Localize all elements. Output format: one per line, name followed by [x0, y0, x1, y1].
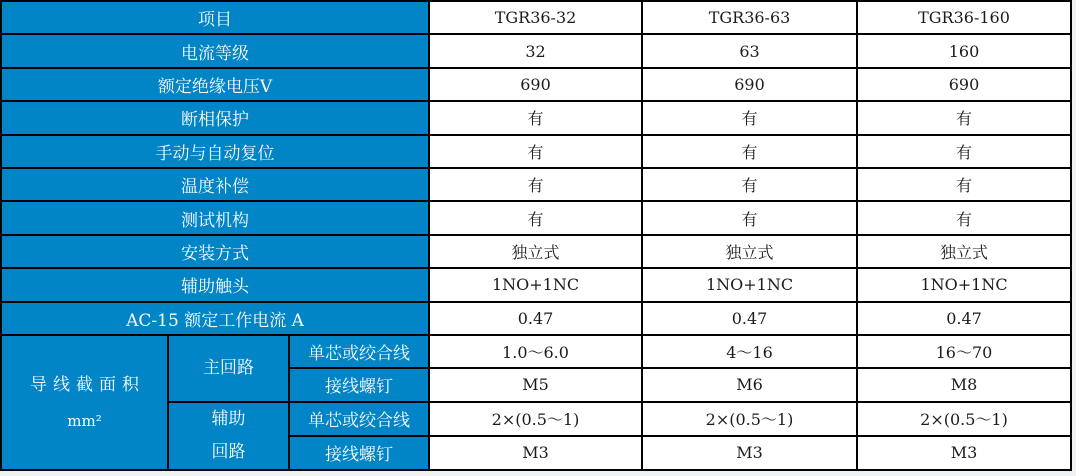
aux-circuit-cell — [168, 402, 289, 470]
value-cell: 4～16 — [642, 335, 857, 368]
row-label-cell: 测试机构 — [1, 201, 429, 234]
value-cell: 独立式 — [857, 235, 1071, 268]
value-cell: M8 — [857, 368, 1071, 401]
table-row — [1, 101, 1071, 134]
value-cell: 有 — [857, 101, 1071, 134]
table-row — [1, 268, 1071, 301]
value-cell: 独立式 — [642, 235, 857, 268]
value-cell: 16～70 — [857, 335, 1071, 368]
value-cell: 2×(0.5～1) — [429, 402, 642, 436]
sub-label-cell: 接线螺钉 — [289, 368, 429, 401]
row-label-cell: 手动与自动复位 — [1, 135, 429, 168]
value-cell: M6 — [642, 368, 857, 401]
row-label-cell: AC-15 额定工作电流 A — [1, 302, 429, 335]
model-header-cell: TGR36-32 — [429, 1, 642, 34]
wire-group-label: 导线截面积 — [30, 375, 145, 396]
row-label-cell: 断相保护 — [1, 101, 429, 134]
value-cell: 2×(0.5～1) — [642, 402, 857, 436]
value-cell: 32 — [429, 34, 642, 67]
value-cell: 有 — [429, 201, 642, 234]
wire-cross-section-cell — [1, 335, 168, 470]
value-cell: 0.47 — [429, 302, 642, 335]
row-label-cell: 温度补偿 — [1, 168, 429, 201]
circuit-label: 回路 — [211, 441, 246, 462]
row-label-cell: 电流等级 — [1, 34, 429, 67]
value-cell: 1NO+1NC — [642, 268, 857, 301]
value-cell: M3 — [857, 436, 1071, 470]
row-label-cell: 辅助触头 — [1, 268, 429, 301]
value-cell: 160 — [857, 34, 1071, 67]
table-row — [1, 135, 1071, 168]
model-header-cell: TGR36-63 — [642, 1, 857, 34]
value-cell: 690 — [857, 68, 1071, 101]
table-row — [1, 302, 1071, 335]
value-cell: 有 — [857, 201, 1071, 234]
value-cell: 690 — [642, 68, 857, 101]
sub-label-cell: 单芯或绞合线 — [289, 402, 429, 436]
wire-group-unit: mm² — [67, 411, 102, 430]
table-row — [1, 168, 1071, 201]
circuit-label: 辅助 — [211, 408, 246, 429]
table-row — [1, 201, 1071, 234]
value-cell: 有 — [429, 168, 642, 201]
circuit-label: 主回路 — [203, 357, 254, 378]
table-row-header — [1, 1, 1071, 34]
value-cell: 有 — [857, 168, 1071, 201]
main-circuit-cell — [168, 335, 289, 402]
value-cell: 独立式 — [429, 235, 642, 268]
header-item-cell: 项目 — [1, 1, 429, 34]
table-row — [1, 335, 1071, 368]
value-cell: 有 — [642, 135, 857, 168]
value-cell: 1NO+1NC — [857, 268, 1071, 301]
value-cell: 0.47 — [642, 302, 857, 335]
value-cell: 1NO+1NC — [429, 268, 642, 301]
value-cell: M5 — [429, 368, 642, 401]
table-row — [1, 34, 1071, 67]
sub-label-cell: 单芯或绞合线 — [289, 335, 429, 368]
value-cell: 有 — [429, 101, 642, 134]
table-row — [1, 68, 1071, 101]
value-cell: 2×(0.5～1) — [857, 402, 1071, 436]
value-cell: M3 — [429, 436, 642, 470]
value-cell: 有 — [642, 201, 857, 234]
row-label-cell: 额定绝缘电压V — [1, 68, 429, 101]
value-cell: M3 — [642, 436, 857, 470]
value-cell: 有 — [642, 101, 857, 134]
value-cell: 有 — [857, 135, 1071, 168]
table-row — [1, 235, 1071, 268]
value-cell: 690 — [429, 68, 642, 101]
model-header-cell: TGR36-160 — [857, 1, 1071, 34]
value-cell: 63 — [642, 34, 857, 67]
sub-label-cell: 接线螺钉 — [289, 436, 429, 470]
value-cell: 有 — [429, 135, 642, 168]
value-cell: 1.0～6.0 — [429, 335, 642, 368]
value-cell: 有 — [642, 168, 857, 201]
row-label-cell: 安装方式 — [1, 235, 429, 268]
value-cell: 0.47 — [857, 302, 1071, 335]
